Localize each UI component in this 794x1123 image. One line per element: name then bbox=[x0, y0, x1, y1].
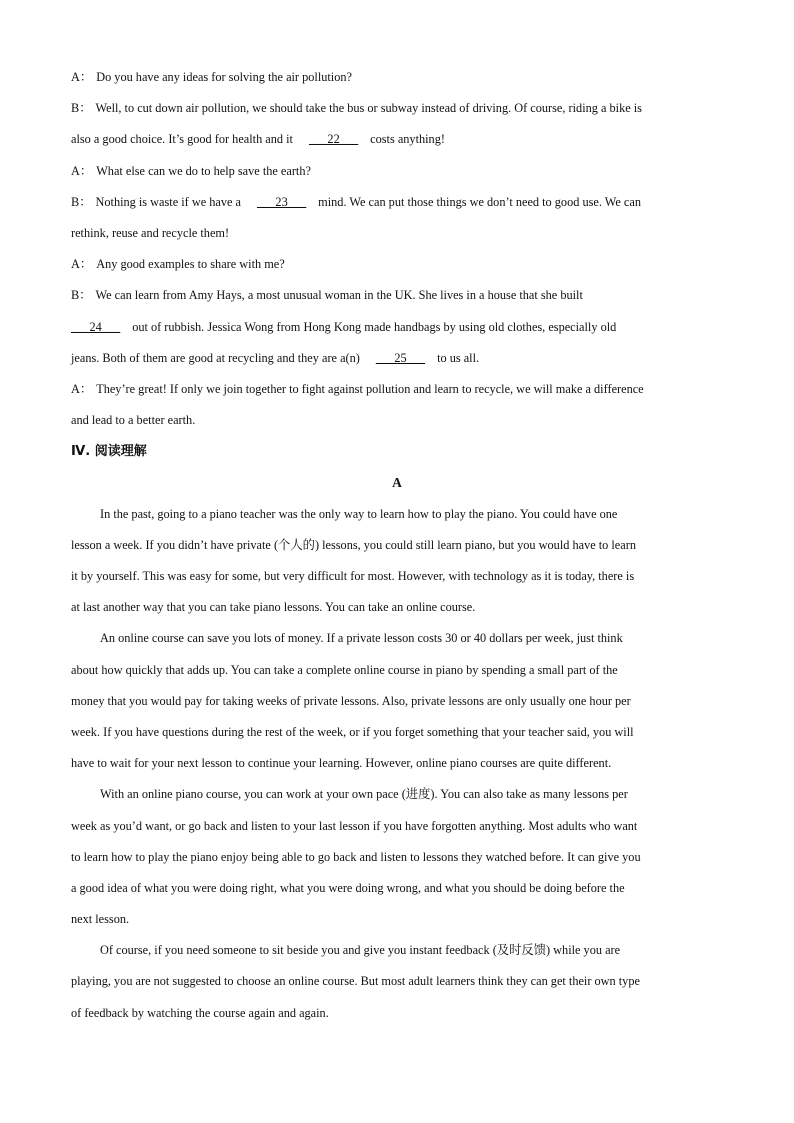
paragraph-line: at last another way that you can take piano lessons. You can take an online course. bbox=[71, 600, 476, 615]
paragraph-line: a good idea of what you were doing right, what you were doing wrong, and what you should be doing before the bbox=[71, 880, 625, 895]
paragraph-line: next lesson. bbox=[71, 912, 130, 927]
paragraph-line: With an online piano course, you can work at your own pace (进度). You can also take as many lessons per bbox=[100, 787, 628, 802]
dialogue-line-12 bbox=[71, 405, 723, 436]
dialogue-text: out of rubbish. Jessica Wong from Hong Kong made handbags by using old clothes, especially old bbox=[132, 319, 617, 334]
dialogue-text: mind. We can put those things we don’t need to good use. We can bbox=[318, 194, 641, 209]
answer-blank-23: ___23___ bbox=[256, 194, 307, 209]
passage-paragraph-4 bbox=[71, 935, 723, 1029]
paragraph-line: have to wait for your next lesson to continue your learning. However, online piano courses are quite different. bbox=[71, 756, 612, 771]
paragraph-line: about how quickly that adds up. You can take a complete online course in piano by spending a small part of the bbox=[71, 662, 618, 677]
passage-paragraph-3 bbox=[71, 779, 723, 935]
document-page bbox=[71, 62, 723, 1029]
dialogue-text: What else can we do to help save the earth? bbox=[96, 163, 311, 178]
dialogue-line-4 bbox=[71, 156, 723, 187]
speaker-label: A： bbox=[71, 257, 93, 272]
dialogue-text: We can learn from Amy Hays, a most unusual woman in the UK. She lives in a house that she built bbox=[95, 288, 583, 303]
paragraph-line: week. If you have questions during the rest of the week, or if you forget something that your teacher said, you will bbox=[71, 724, 634, 739]
paragraph-line: money that you would pay for taking weeks of private lessons. Also, private lessons are only usually one hour per bbox=[71, 693, 631, 708]
dialogue-text: to us all. bbox=[437, 350, 480, 365]
passage-paragraph-2 bbox=[71, 623, 723, 779]
answer-blank-24: ___24___ bbox=[71, 319, 121, 334]
dialogue-text: Nothing is waste if we have a bbox=[95, 194, 241, 209]
paragraph-line: An online course can save you lots of money. If a private lesson costs 30 or 40 dollars per week, just think bbox=[100, 631, 623, 646]
dialogue-text: rethink, reuse and recycle them! bbox=[71, 225, 230, 240]
dialogue-text: also a good choice. It’s good for health and it bbox=[71, 132, 293, 147]
dialogue-line-5 bbox=[71, 187, 723, 218]
paragraph-line: it by yourself. This was easy for some, but very difficult for most. However, with technology as it is today, there is bbox=[71, 569, 635, 583]
paragraph-line: lesson a week. If you didn’t have private (个人的) lessons, you could still learn piano, but you would have to learn bbox=[71, 537, 636, 552]
dialogue-line-10 bbox=[71, 343, 723, 374]
dialogue-line-9 bbox=[71, 312, 723, 343]
dialogue-text: Any good examples to share with me? bbox=[96, 257, 285, 272]
answer-blank-25: ___25___ bbox=[375, 350, 426, 365]
paragraph-line: to learn how to play the piano enjoy being able to go back and listen to lessons they watched before. It can give you bbox=[71, 849, 641, 864]
dialogue-text: They’re great! If only we join together to fight against pollution and learn to recycle, we will make a difference bbox=[96, 381, 644, 396]
paragraph-line: of feedback by watching the course again and again. bbox=[71, 1005, 329, 1020]
paragraph-line: In the past, going to a piano teacher was the only way to learn how to play the piano. You could have one bbox=[100, 506, 618, 521]
dialogue-text: and lead to a better earth. bbox=[71, 413, 196, 428]
paragraph-line: Of course, if you need someone to sit beside you and give you instant feedback (及时反馈) while you are bbox=[100, 943, 621, 958]
speaker-label: A： bbox=[71, 381, 93, 396]
dialogue-text: costs anything! bbox=[370, 132, 445, 147]
speaker-label: A： bbox=[71, 163, 93, 178]
paragraph-line: week as you’d want, or go back and listen to your last lesson if you have forgotten anything. Most adults who want bbox=[71, 818, 638, 833]
passage-label: A bbox=[392, 475, 402, 491]
dialogue-line-3 bbox=[71, 124, 723, 155]
dialogue-text: Well, to cut down air pollution, we should take the bus or subway instead of driving. Of course, riding a bike is bbox=[95, 101, 642, 116]
dialogue-line-11 bbox=[71, 374, 723, 405]
dialogue-text: Do you have any ideas for solving the air pollution? bbox=[96, 70, 352, 84]
speaker-label: A： bbox=[71, 70, 93, 84]
speaker-label: B： bbox=[71, 288, 92, 303]
dialogue-line-1 bbox=[71, 62, 723, 93]
section-heading: Ⅳ. 阅读理解 bbox=[71, 444, 147, 460]
speaker-label: B： bbox=[71, 101, 92, 116]
dialogue-line-8 bbox=[71, 280, 723, 311]
speaker-label: B： bbox=[71, 194, 92, 209]
dialogue-line-7 bbox=[71, 249, 723, 280]
passage-paragraph-1 bbox=[71, 499, 723, 624]
paragraph-line: playing, you are not suggested to choose an online course. But most adult learners think they can get their own type bbox=[71, 974, 640, 989]
answer-blank-22: ___22___ bbox=[308, 132, 359, 147]
dialogue-text: jeans. Both of them are good at recycling and they are a(n) bbox=[71, 350, 360, 365]
dialogue-line-2 bbox=[71, 93, 723, 124]
dialogue-line-6 bbox=[71, 218, 723, 249]
